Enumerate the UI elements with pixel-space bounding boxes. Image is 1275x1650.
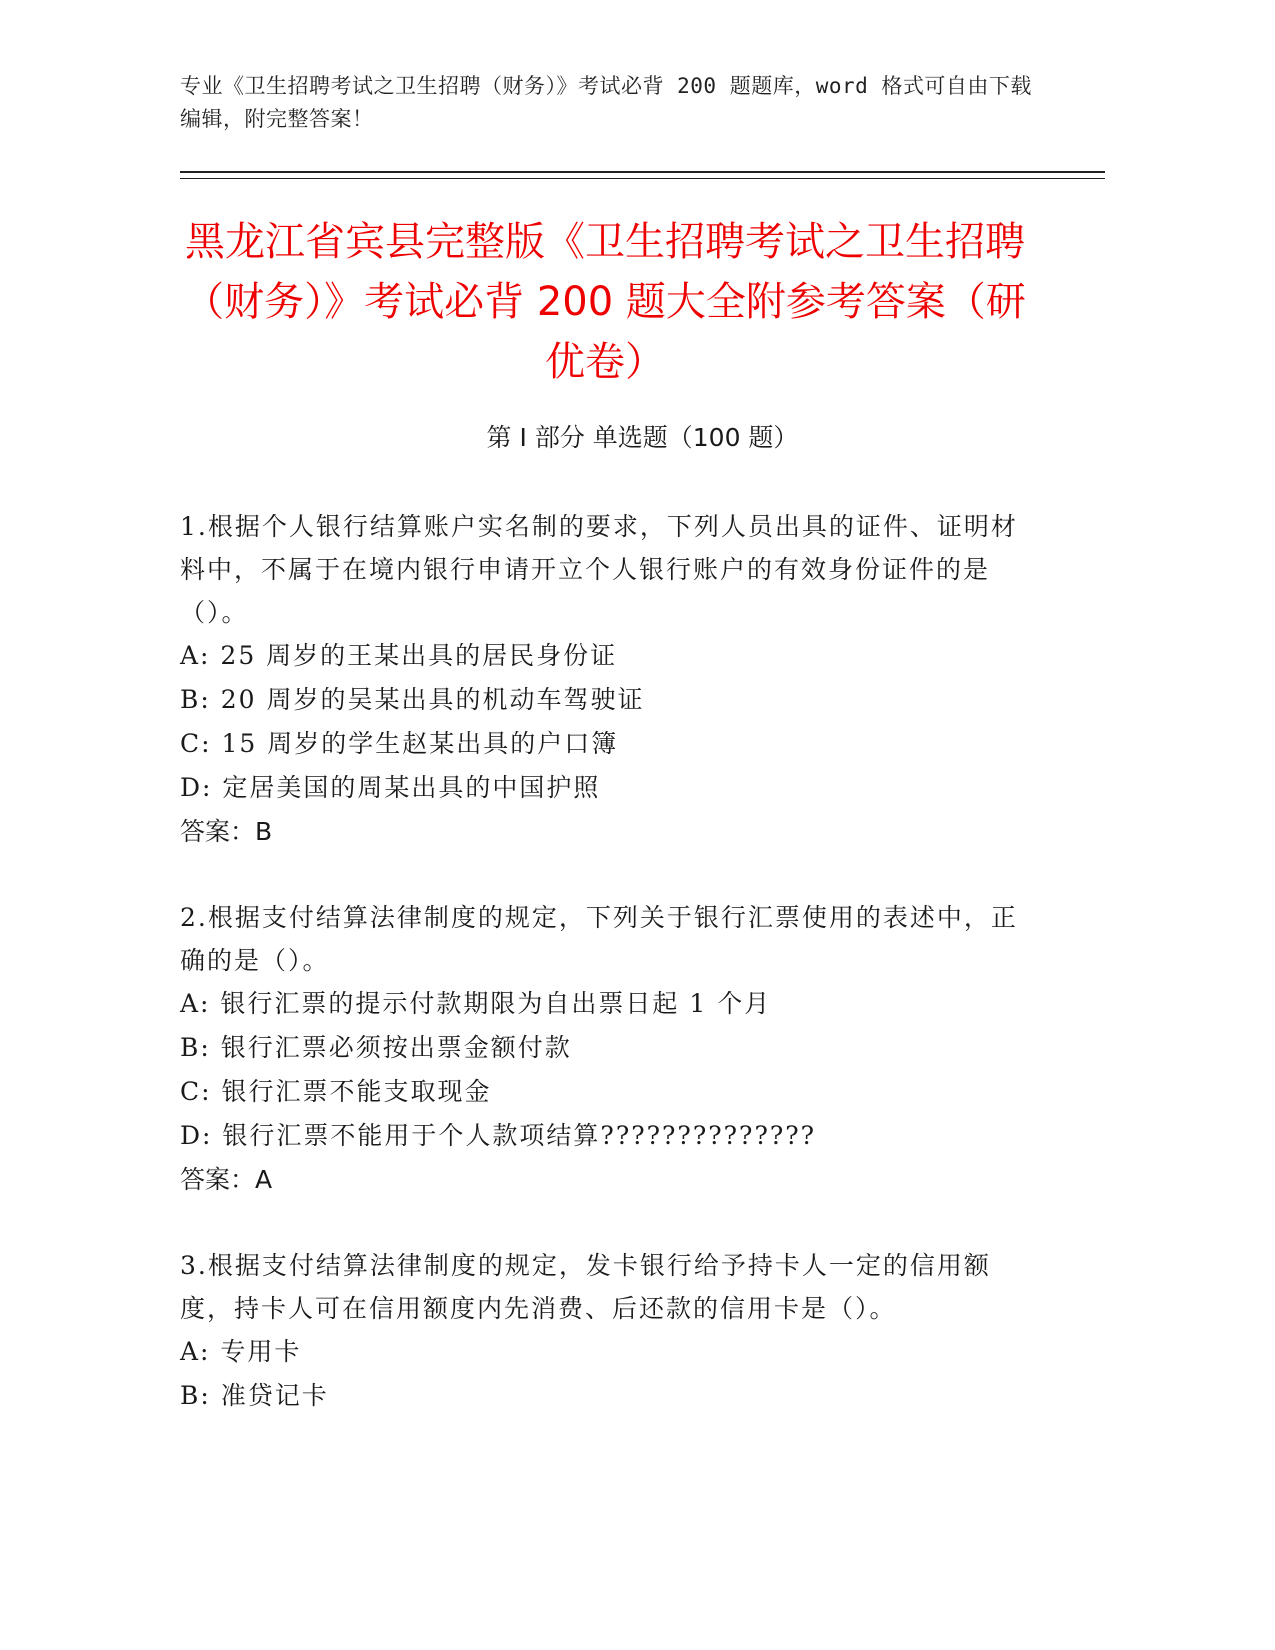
option-a: A: 25 周岁的王某出具的居民身份证: [180, 641, 618, 670]
option-d: D: 银行汇票不能用于个人款项结算??????????????: [180, 1121, 817, 1150]
header-note: 专业《卫生招聘考试之卫生招聘（财务）》考试必背 200 题题库，word 格式可自由下载编辑，附完整答案！: [180, 74, 1032, 131]
option-a: A: 银行汇票的提示付款期限为自出票日起 1 个月: [180, 989, 772, 1018]
section-heading: 第 I 部分 单选题（100 题）: [486, 423, 799, 452]
question-stem: 1.根据个人银行结算账户实名制的要求，下列人员出具的证件、证明材料中，不属于在境内银行申请开立个人银行账户的有效身份证件的是（）。: [180, 512, 1018, 627]
option-d: D: 定居美国的周某出具的中国护照: [180, 773, 601, 802]
option-c: C: 15 周岁的学生赵某出具的户口簿: [180, 729, 619, 758]
answer: 答案：A: [180, 1165, 273, 1194]
header-rule-thick: [180, 171, 1105, 173]
question-stem: 3.根据支付结算法律制度的规定，发卡银行给予持卡人一定的信用额度，持卡人可在信用额度内先消费、后还款的信用卡是（）。: [180, 1251, 991, 1323]
option-b: B: 准贷记卡: [180, 1381, 329, 1410]
question-3: [180, 1244, 1030, 1418]
answer: 答案：B: [180, 817, 273, 846]
question-2: [180, 896, 1030, 1202]
option-c: C: 银行汇票不能支取现金: [180, 1077, 492, 1106]
header-rule-thin: [180, 178, 1105, 179]
option-a: A: 专用卡: [180, 1337, 302, 1366]
document-title: 黑龙江省宾县完整版《卫生招聘考试之卫生招聘（财务）》考试必背 200 题大全附参考答案（研优卷）: [184, 219, 1026, 385]
question-stem: 2.根据支付结算法律制度的规定，下列关于银行汇票使用的表述中，正确的是（）。: [180, 903, 1018, 975]
option-b: B: 银行汇票必须按出票金额付款: [180, 1033, 572, 1062]
option-b: B: 20 周岁的吴某出具的机动车驾驶证: [180, 685, 645, 714]
question-1: [180, 505, 1030, 854]
